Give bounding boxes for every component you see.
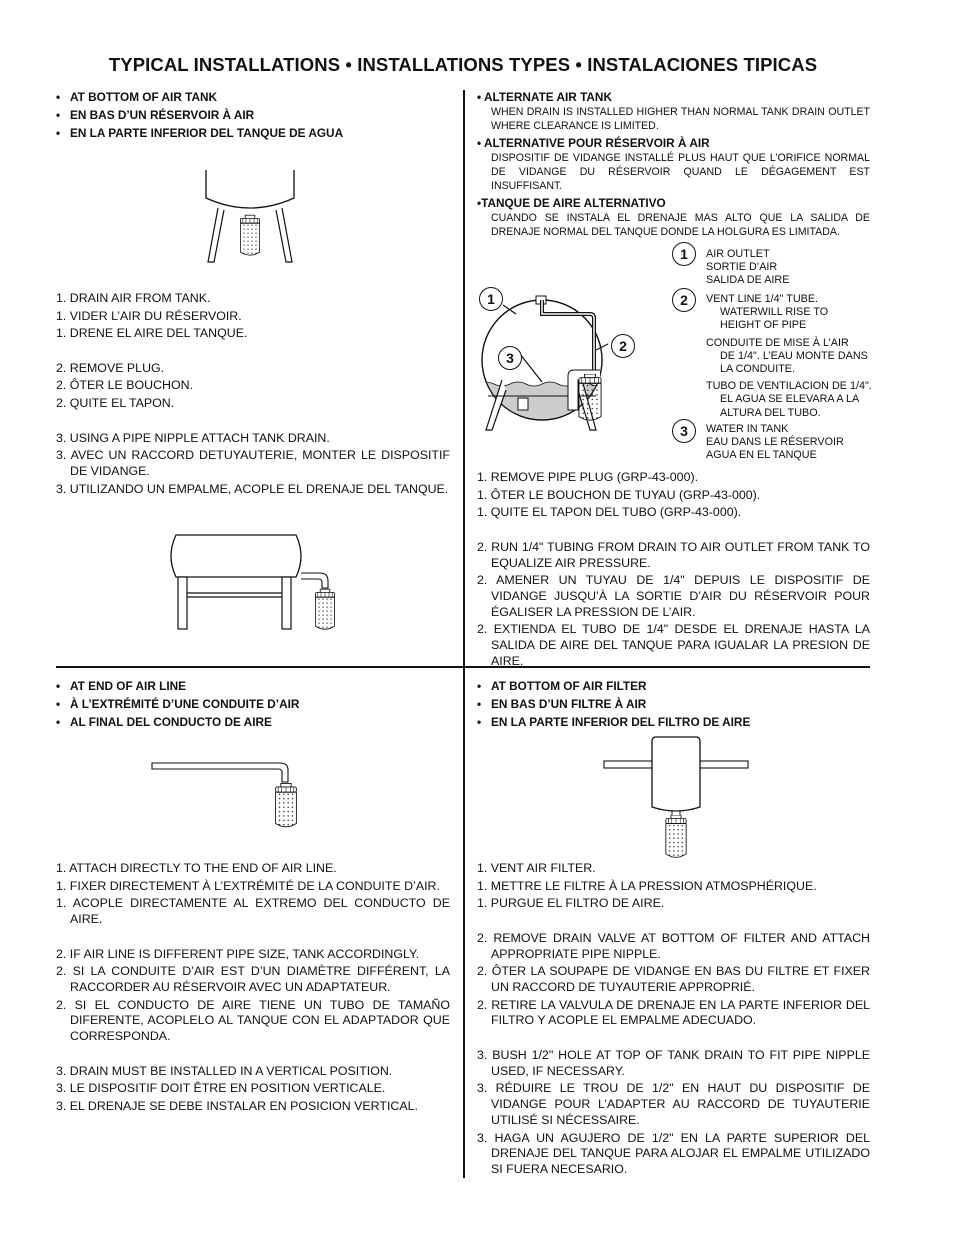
air-filter-diagram	[604, 735, 754, 860]
step-text: 2. QUITE EL TAPON.	[56, 395, 175, 410]
step-text: 3. BUSH 1/2" HOLE AT TOP OF TANK DRAIN TO FIT PIPE NIPPLE USED, IF NECESSARY.	[477, 1047, 870, 1078]
column-divider-top	[463, 90, 465, 666]
legend-text: WATERWILL RISE TO	[720, 306, 829, 319]
step-text: 1. DRENE EL AIRE DEL TANQUE.	[56, 326, 248, 341]
step-text: 1. DRAIN AIR FROM TANK.	[56, 291, 211, 305]
step-text: 3. DRAIN MUST BE INSTALLED IN A VERTICAL POSITION.	[56, 1063, 393, 1078]
legend-text: LA CONDUITE.	[720, 363, 795, 376]
section-header: • EN LA PARTE INFERIOR DEL TANQUE DE AGUA	[56, 124, 450, 142]
step-text: 1. VIDER L’AIR DU RÉSERVOIR.	[56, 308, 242, 323]
legend-text: AGUA EN EL TANQUE	[706, 449, 817, 462]
step-text: 1. ACOPLE DIRECTAMENTE AL EXTREMO DEL CONDUCTO DE AIRE.	[56, 896, 450, 926]
step-text: 1. ATTACH DIRECTLY TO THE END OF AIR LINE.	[56, 861, 337, 875]
step-text: 2. REMOVE PLUG.	[56, 360, 165, 375]
step-text: 3. UTILIZANDO UN EMPALME, ACOPLE EL DRENAJE DEL TANQUE.	[56, 481, 449, 496]
section-header: • AT BOTTOM OF AIR FILTER	[477, 677, 870, 695]
step-text: 2. RUN 1/4" TUBING FROM DRAIN TO AIR OUTLET FROM TANK TO EQUALIZE AIR PRESSURE.	[477, 539, 870, 570]
step-text: 3. LE DISPOSITIF DOIT ÊTRE EN POSITION VERTICALE.	[56, 1081, 386, 1096]
step-text: 1. FIXER DIRECTEMENT À L’EXTRÉMITÉ DE LA CONDUITE D’AIR.	[56, 878, 440, 893]
step-text: 3. AVEC UN RACCORD DETUYAUTERIE, MONTER LE DISPOSITIF DE VIDANGE.	[56, 448, 450, 478]
step-text: 3. RÉDUIRE LE TROU DE 1/2" EN HAUT DU DISPOSITIF DE VIDANGE POUR L’ADAPTER AU RACCORD DE TUYAUTERIE UTILISÉ SI NÉCESSAIRE.	[477, 1081, 870, 1127]
section-description: CUANDO SE INSTALA EL DRENAJE MAS ALTO QUE LA SALIDA DE DRENAJE NORMAL DEL TANQUE DONDE LA HOLGURA ES LIMITADA.	[491, 212, 870, 238]
section-header: • EN BAS D’UN FILTRE À AIR	[477, 695, 870, 713]
legend-text: DE 1/4". L’EAU MONTE DANS	[720, 349, 868, 362]
horizontal-tank-diagram	[166, 533, 346, 633]
step-text: 1. ÔTER LE BOUCHON DE TUYAU (GRP-43-000).	[477, 487, 761, 502]
legend-text: VENT LINE 1/4" TUBE.	[706, 293, 819, 305]
step-text: 1. METTRE LE FILTRE À LA PRESSION ATMOSPHÉRIQUE.	[477, 878, 817, 893]
section-header: • EN LA PARTE INFERIOR DEL FILTRO DE AIRE	[477, 713, 870, 731]
section-header: • ALTERNATE AIR TANK	[477, 90, 612, 104]
legend-air-outlet	[706, 248, 789, 288]
legend-text: SALIDA DE AIRE	[706, 274, 790, 287]
legend-text: WATER IN TANK	[706, 423, 789, 435]
step-text: 2. IF AIR LINE IS DIFFERENT PIPE SIZE, TANK ACCORDINGLY.	[56, 946, 420, 961]
legend-text: ALTURA DEL TUBO.	[720, 406, 821, 419]
legend-3-badge: 3	[672, 419, 696, 443]
section-header: • ALTERNATIVE POUR RÉSERVOIR À AIR	[477, 136, 710, 150]
step-text: 1. PURGUE EL FILTRO DE AIRE.	[477, 896, 665, 911]
step-text: 3. HAGA UN AGUJERO DE 1/2" EN LA PARTE SUPERIOR DEL DRENAJE DEL TANQUE PARA ALOJAR EL EMPALME UTILIZADO SI FUERA NECESARIO.	[477, 1130, 870, 1177]
step-text: 2. EXTIENDA EL TUBO DE 1/4" DESDE EL DRENAJE HASTA LA SALIDA DE AIRE DEL TANQUE PARA IGUALAR LA PRESION DE AIRE.	[477, 622, 870, 668]
section-header: • EN BAS D’UN RÉSERVOIR À AIR	[56, 106, 450, 124]
step-text: 2. RETIRE LA VALVULA DE DRENAJE EN LA PARTE INFERIOR DEL FILTRO Y ACOPLE EL EMPALME ADECUADO.	[477, 997, 870, 1028]
air-line-diagram	[152, 760, 302, 832]
column-divider-bottom	[463, 668, 465, 1178]
vertical-tank-diagram	[200, 170, 300, 265]
section-header: • AT END OF AIR LINE	[56, 677, 450, 695]
callout-3-badge: 3	[498, 346, 522, 370]
section-header: • À L’EXTRÉMITÉ D’UNE CONDUITE D’AIR	[56, 695, 450, 713]
page-title: TYPICAL INSTALLATIONS • INSTALLATIONS TYPES • INSTALACIONES TIPICAS	[108, 54, 818, 75]
legend-water-in-tank	[706, 423, 844, 463]
legend-vent-line	[706, 293, 872, 420]
legend-text: TUBO DE VENTILACION DE 1/4".	[706, 380, 872, 393]
step-text: 2. ÔTER LA SOUPAPE DE VIDANGE EN BAS DU FILTRE ET FIXER UN RACCORD DE TUYAUTERIE APPROPRIÉ.	[477, 964, 870, 994]
legend-text: SORTIE D’AIR	[706, 261, 778, 274]
step-text: 1. QUITE EL TAPON DEL TUBO (GRP-43-000).	[477, 505, 742, 520]
section-header: • AT BOTTOM OF AIR TANK	[56, 88, 450, 106]
air-filter-steps	[477, 861, 870, 1180]
callout-2-badge: 2	[611, 334, 635, 358]
step-text: 3. EL DRENAJE SE DEBE INSTALAR EN POSICION VERTICAL.	[56, 1098, 418, 1113]
step-text: 3. USING A PIPE NIPPLE ATTACH TANK DRAIN.	[56, 430, 330, 445]
legend-text: EL AGUA SE ELEVARA A LA	[720, 393, 860, 406]
section-header: •TANQUE DE AIRE ALTERNATIVO	[477, 196, 666, 210]
step-text: 2. ÔTER LE BOUCHON.	[56, 378, 194, 393]
callout-1-badge: 1	[479, 287, 503, 311]
legend-text: EAU DANS LE RÉSERVOIR	[706, 436, 844, 449]
legend-text: HEIGHT OF PIPE	[720, 319, 807, 332]
section-header: • AL FINAL DEL CONDUCTO DE AIRE	[56, 713, 450, 731]
tank-bottom-section	[56, 88, 450, 142]
step-text: 1. VENT AIR FILTER.	[477, 861, 596, 875]
air-line-section	[56, 677, 450, 731]
section-description: DISPOSITIF DE VIDANGE INSTALLÉ PLUS HAUT QUE L’ORIFICE NORMAL DE VIDANGE DU RÉSERVOIR QUAND LE DÉGAGEMENT EST INSUFFISANT.	[491, 152, 870, 192]
step-text: 2. SI EL CONDUCTO DE AIRE TIENE UN TUBO DE TAMAÑO DIFERENTE, ACOPLELO AL TANQUE CON EL ADAPTADOR QUE CORRESPONDA.	[56, 997, 450, 1044]
legend-text: CONDUITE DE MISE À L’AIR	[706, 336, 849, 349]
tank-bottom-steps	[56, 291, 450, 499]
legend-1-badge: 1	[672, 242, 696, 266]
step-text: 2. AMENER UN TUYAU DE 1/4" DEPUIS LE DISPOSITIF DE VIDANGE JUSQU’À LA SORTIE D’AIR DU RÉSERVOIR POUR ÉGALISER LA PRESSION DE L’AIR.	[477, 573, 870, 619]
air-line-steps	[56, 861, 450, 1117]
alternate-tank-steps	[477, 470, 870, 672]
step-text: 2. SI LA CONDUITE D’AIR EST D’UN DIAMÈTRE DIFFÉRENT, LA RACCORDER AU RÉSERVOIR AVEC UN ADAPTATEUR.	[56, 964, 450, 994]
air-filter-section	[477, 677, 870, 731]
section-description: WHEN DRAIN IS INSTALLED HIGHER THAN NORMAL TANK DRAIN OUTLET WHERE CLEARANCE IS LIMITED.	[491, 106, 870, 132]
legend-2-badge: 2	[672, 288, 696, 312]
alternate-tank-section	[477, 89, 870, 241]
step-text: 1. REMOVE PIPE PLUG (GRP-43-000).	[477, 470, 699, 484]
legend-text: AIR OUTLET	[706, 248, 770, 260]
step-text: 2. REMOVE DRAIN VALVE AT BOTTOM OF FILTER AND ATTACH APPROPRIATE PIPE NIPPLE.	[477, 930, 870, 961]
